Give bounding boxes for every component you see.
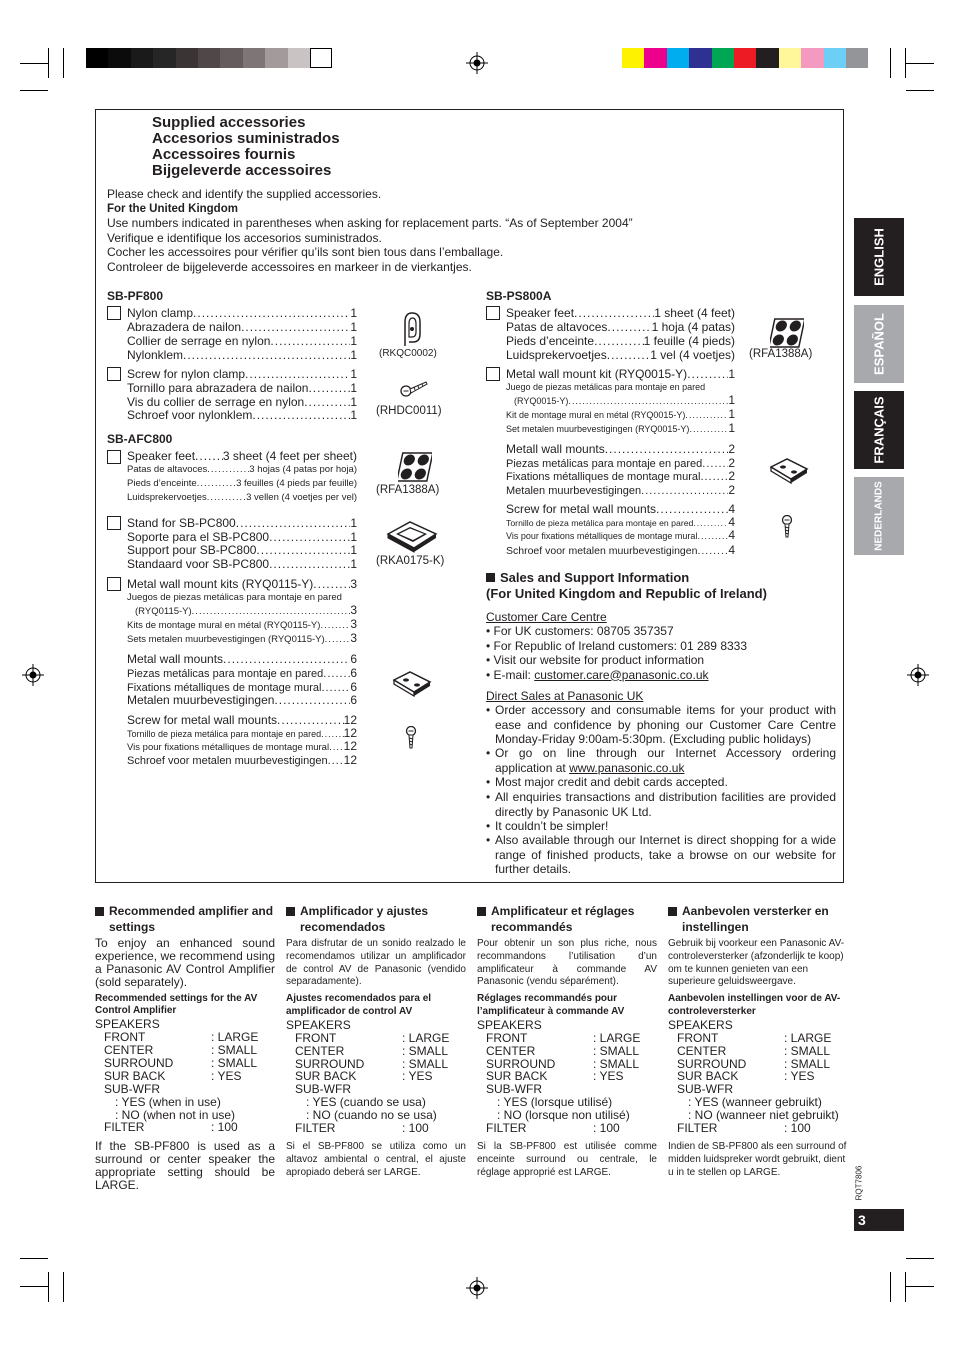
- color-swatch: [779, 48, 801, 68]
- color-swatch: [734, 48, 756, 68]
- color-swatch: [288, 48, 310, 68]
- list-item: Kit de montage mural en métal (RYQ0015-Y) ..... 1: [506, 408, 735, 423]
- intro-text: [107, 187, 633, 274]
- color-swatch: [712, 48, 734, 68]
- nylon-clamp-screw-checkbox[interactable]: [107, 367, 121, 381]
- list-item: • For UK customers: 08705 357357: [486, 624, 674, 638]
- wall-mount-kit-checkbox[interactable]: [486, 367, 500, 381]
- color-swatch: [220, 48, 242, 68]
- list-item: • Order accessory and consumable items for your product with ease and confidence by phoning our Customer Care Centre Monday-Friday 9:00am-5:30pm. (Excluding public holidays): [486, 703, 836, 746]
- list-item: Juego de piezas metálicas para montaje en pared: [506, 382, 706, 392]
- registration-mark-icon: [22, 664, 44, 686]
- color-swatch: [86, 48, 108, 68]
- part-code: (RFA1388A): [376, 484, 440, 496]
- intro-line: Controleer de bijgeleverde accessoires en markeer in de vierkantjes.: [107, 259, 472, 274]
- title-en: Supplied accessories: [152, 114, 306, 131]
- speaker-feet-sheet-icon: [398, 452, 432, 482]
- intro-line: Cocher les accessoires pour vérifier qu’ils sont bien tous dans l’emballage.: [107, 245, 504, 259]
- list-item: Speaker feet ..... 1 sheet (4 feet): [506, 306, 735, 321]
- registration-mark-icon: [907, 664, 929, 686]
- registration-mark-icon: [466, 1277, 488, 1299]
- list-item: Luidsprekervoetjes ..... 1 vel (4 voetjes): [506, 348, 735, 363]
- list-item: Fixations métalliques de montage mural ..... 6: [127, 680, 357, 695]
- sales-support-heading: Sales and Support Information (For United Kingdom and Republic of Ireland): [486, 570, 767, 601]
- title-nl: Bijgeleverde accessoires: [152, 162, 332, 179]
- list-item: Stand for SB-PC800 ..... 1: [127, 516, 357, 531]
- color-swatch: [801, 48, 823, 68]
- column-dutch: [668, 903, 848, 1179]
- list-item: Support pour SB-PC800 ..... 1: [127, 543, 357, 558]
- list-item: Screw for nylon clamp ..... 1: [127, 367, 357, 382]
- square-bullet-icon: [486, 573, 495, 582]
- speaker-feet-sheet-icon: [770, 318, 804, 348]
- wall-mount-kit-checkbox[interactable]: [107, 577, 121, 591]
- column-intro: Para disfrutar de un sonido realzado le recomendamos utilizar un amplificador de control AV de Panasonic (vendido separadamente).: [286, 938, 466, 988]
- titles: [152, 115, 340, 179]
- part-code: (RKA0175-K): [376, 555, 445, 567]
- column-intro: To enjoy an enhanced sound experience, we recommend using a Panasonic AV Control Amplifier (sold separately).: [95, 936, 275, 989]
- list-item: Speaker feet ..... 3 sheet (4 feet per sheet): [127, 449, 357, 464]
- list-item: • Also available through our Internet is direct shopping for a wide range of finished products, take a browse on our website for further details.: [486, 833, 836, 876]
- part-code: (RKQC0002): [379, 348, 437, 359]
- website-link[interactable]: www.panasonic.co.uk: [569, 760, 685, 775]
- list-item: Patas de altavoces ..... 3 hojas (4 patas por hoja): [127, 463, 357, 477]
- title-es: Accesorios suministrados: [152, 130, 340, 147]
- color-swatch: [243, 48, 265, 68]
- list-item: Standaard voor SB-PC800 ..... 1: [127, 557, 357, 572]
- list-item: • Or go on line through our Internet Accessory ordering application at www.panasonic.co.uk: [486, 746, 836, 775]
- registration-mark-icon: [466, 52, 488, 74]
- screw-icon: [399, 378, 429, 398]
- column-heading: Recommended amplifier and settings: [95, 903, 275, 935]
- document-code: RQT7806: [854, 1165, 864, 1201]
- list-item: • It couldn’t be simpler!: [486, 819, 609, 833]
- stand-checkbox[interactable]: [107, 516, 121, 530]
- list-item: Luidsprekervoetjes ..... 3 vellen (4 voetjes per vel): [127, 491, 357, 505]
- list-item: Set metalen muurbevestigingen (RYQ0015-Y) ..... 1: [506, 422, 735, 437]
- intro-line: Please check and identify the supplied accessories.: [107, 187, 382, 201]
- color-swatch: [667, 48, 689, 68]
- list-item: • Most major credit and debit cards accepted.: [486, 775, 728, 789]
- list-item: Vis du collier de serrage en nylon ..... 1: [127, 395, 357, 410]
- list-item: Tornillo de pieza metálica para montaje en pared ..... 12: [127, 727, 357, 741]
- list-item: Metal wall mount kit (RYQ0015-Y) ..... 1: [506, 367, 735, 382]
- sb-ps800a-heading: SB-PS800A: [486, 289, 552, 303]
- color-swatch: [176, 48, 198, 68]
- tab-nederlands: NEDERLANDS: [854, 477, 904, 555]
- column-subheading: Réglages recommandés pour l’amplificateur à commande AV: [477, 993, 625, 1017]
- list-item: Abrazadera de nailon ..... 1: [127, 320, 357, 335]
- list-item: Vis pour fixations métalliques de montage mural ..... 12: [127, 740, 357, 754]
- part-code: (RHDC0011): [376, 405, 442, 417]
- list-item: • For Republic of Ireland customers: 01 289 8333: [486, 638, 748, 653]
- column-heading: Amplificateur et réglages recommandés: [477, 903, 657, 935]
- column-intro: Gebruik bij voorkeur een Panasonic AV-controleversterker (afzonderlijk te koop) om te kunnen genieten van een superieure geluidsweergave.: [668, 938, 845, 988]
- color-swatch: [689, 48, 711, 68]
- customer-care-heading: Customer Care Centre: [486, 610, 607, 624]
- intro-line: Use numbers indicated in parentheses when asking for replacement parts. “As of September 2004”: [107, 216, 633, 230]
- color-swatch: [846, 48, 868, 68]
- list-item: Juegos de piezas metálicas para montaje en pared: [127, 592, 342, 603]
- sb-pf800-heading: SB-PF800: [107, 289, 164, 303]
- list-item: Piezas metálicas para montaje en pared ..... 6: [127, 666, 357, 681]
- list-item: Patas de altavoces ..... 1 hoja (4 patas): [506, 320, 735, 335]
- list-item: Metalen muurbevestigingen ..... 2: [506, 483, 735, 498]
- intro-line: Verifique e identifique los accesorios suministrados.: [107, 230, 382, 245]
- part-code: (RFA1388A): [749, 348, 813, 360]
- speaker-feet-checkbox[interactable]: [486, 306, 500, 320]
- list-item: Schroef voor metalen muurbevestigingen ..... 4: [506, 543, 735, 558]
- stand-icon: [384, 518, 440, 554]
- column-french: [477, 903, 657, 1179]
- list-item: Metal wall mount kits (RYQ0115-Y) ..... 3: [127, 577, 357, 592]
- list-item: Schroef voor metalen muurbevestigingen ..... 12: [127, 753, 357, 768]
- list-item: Schroef voor nylonklem ..... 1: [127, 408, 357, 423]
- list-item: Metalen muurbevestigingen ..... 6: [127, 693, 357, 708]
- metal-wall-mount-icon: [392, 670, 432, 698]
- title-fr: Accessoires fournis: [152, 146, 296, 163]
- color-swatch: [756, 48, 778, 68]
- list-item: Nylonklem ..... 1: [127, 348, 357, 363]
- tab-francais: FRANÇAIS: [854, 391, 904, 469]
- color-swatch: [310, 48, 332, 68]
- nylon-clamp-checkbox[interactable]: [107, 306, 121, 320]
- column-spanish: [286, 903, 466, 1179]
- list-item: (RYQ0115-Y) ..... 3: [135, 604, 357, 619]
- list-item: Metall wall mounts ..... 2: [506, 442, 735, 457]
- column-heading: Aanbevolen versterker en instellingen: [668, 903, 848, 935]
- list-item: Metal wall mounts ..... 6: [127, 652, 357, 667]
- page-number: 3: [854, 1209, 904, 1231]
- list-item: Screw for metal wall mounts ..... 4: [506, 502, 735, 517]
- speaker-settings: SPEAKERS FRONT : LARGE CENTER : SMALL SURROUND : SMALL SUR BACK : YES SUB-WFR : YES (wanneer gebruikt) : NO (wanneer niet gebruikt) FILTER : 100: [668, 1017, 839, 1136]
- nylon-clamp-icon: [396, 310, 426, 348]
- list-item: Fixations métalliques de montage mural ..... 2: [506, 469, 735, 484]
- list-item: • E-mail: customer.care@panasonic.co.uk: [486, 667, 709, 682]
- list-item: Tornillo para abrazadera de nailon ..... 1: [127, 381, 357, 396]
- list-item: Soporte para el SB-PC800 ..... 1: [127, 530, 357, 545]
- list-item: Screw for metal wall mounts ..... 12: [127, 713, 357, 728]
- column-subheading: Aanbevolen instellingen voor de AV-controleversterker: [668, 993, 841, 1017]
- sb-afc800-heading: SB-AFC800: [107, 432, 173, 446]
- color-swatch: [622, 48, 644, 68]
- column-intro: Pour obtenir un son plus riche, nous recommandons l’utilisation d’un amplificateur à commande AV Panasonic (vendu séparément).: [477, 938, 657, 988]
- list-item: Collier de serrage en nylon ..... 1: [127, 334, 357, 349]
- tab-english: ENGLISH: [854, 218, 904, 296]
- column-note: Si la SB-PF800 est utilisée comme enceinte surround ou centrale, le réglage approprié est LARGE.: [477, 1140, 657, 1178]
- column-note: If the SB-PF800 is used as a surround or center speaker the appropriate setting should be LARGE.: [95, 1139, 275, 1193]
- list-item: Tornillo de pieza metálica para montaje en pared ..... 4: [506, 516, 735, 530]
- color-swatch: [198, 48, 220, 68]
- color-swatch: [108, 48, 130, 68]
- speaker-settings: SPEAKERS FRONT : LARGE CENTER : SMALL SURROUND : SMALL SUR BACK : YES SUB-WFR : YES (cuando se usa) : NO (cuando no se usa) FILTER : 100: [286, 1017, 450, 1136]
- list-item: (RYQ0015-Y) ..... 1: [514, 394, 735, 409]
- customer-care-list: [486, 624, 747, 682]
- column-note: Si el SB-PF800 se utiliza como un altavoz ambiental o central, el ajuste apropiado deberá ser LARGE.: [286, 1140, 466, 1178]
- list-item: • Visit our website for product information: [486, 653, 705, 667]
- email-link[interactable]: customer.care@panasonic.co.uk: [534, 667, 709, 682]
- metal-screw-icon: [404, 726, 418, 750]
- speaker-feet-checkbox[interactable]: [107, 450, 121, 464]
- list-item: Sets metalen muurbevestigingen (RYQ0115-Y) ..... 3: [127, 632, 357, 647]
- list-item: • All enquiries transactions and distribution facilities are provided directly by Panasonic UK Ltd.: [486, 790, 836, 819]
- color-swatch: [153, 48, 175, 68]
- metal-screw-icon: [780, 515, 794, 539]
- list-item: Nylon clamp ..... 1: [127, 306, 357, 321]
- color-swatch: [131, 48, 153, 68]
- metal-wall-mount-icon: [769, 457, 809, 485]
- speaker-settings: SPEAKERS FRONT : LARGE CENTER : SMALL SURROUND : SMALL SUR BACK : YES SUB-WFR : YES (lorsque utilisé) : NO (lorsque non utilisé) FILTER : 100: [477, 1017, 641, 1136]
- list-item: Pieds d’enceinte ..... 3 feuilles (4 pieds par feuille): [127, 477, 357, 491]
- intro-uk-heading: For the United Kingdom: [107, 202, 238, 215]
- list-item: Pieds d’enceinte ..... 1 feuille (4 pieds): [506, 334, 735, 349]
- direct-sales-heading: Direct Sales at Panasonic UK: [486, 689, 644, 703]
- tab-espanol: ESPAÑOL: [854, 305, 904, 383]
- column-subheading: Recommended settings for the AV Control Amplifier: [95, 992, 258, 1017]
- color-swatch: [644, 48, 666, 68]
- column-note: Indien de SB-PF800 als een surround of midden luidspreker wordt gebruikt, dient u in te stellen op LARGE.: [668, 1140, 847, 1178]
- speaker-settings: SPEAKERS FRONT : LARGE CENTER : SMALL SURROUND : SMALL SUR BACK : YES SUB-WFR : YES (when in use) : NO (when not in use) FILTER : 100: [95, 1017, 259, 1135]
- list-item: Piezas metálicas para montaje en pared ..... 2: [506, 456, 735, 471]
- column-english: [95, 903, 275, 1192]
- column-subheading: Ajustes recomendados para el amplificador de control AV: [286, 993, 432, 1017]
- list-item: Vis pour fixations métalliques de montage mural ..... 4: [506, 529, 735, 543]
- column-heading: Amplificador y ajustes recomendados: [286, 903, 466, 935]
- color-swatch: [265, 48, 287, 68]
- color-swatch: [824, 48, 846, 68]
- list-item: Kits de montage mural en métal (RYQ0115-Y) ..... 3: [127, 618, 357, 633]
